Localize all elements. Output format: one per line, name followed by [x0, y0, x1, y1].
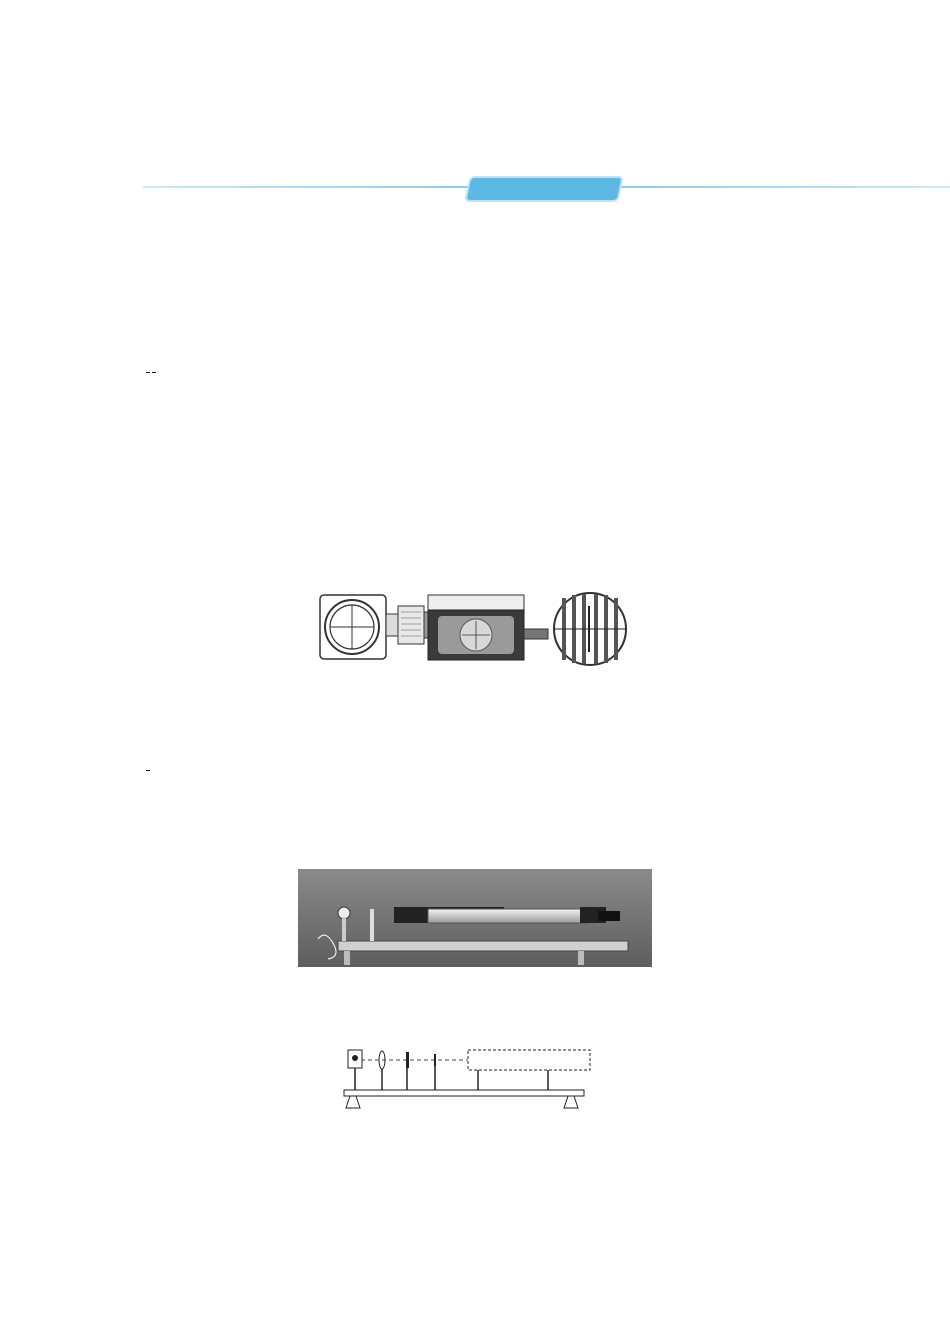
fraction-denominator — [152, 372, 156, 373]
bench-foot — [346, 1096, 360, 1108]
neck-a — [386, 614, 398, 636]
principle-line-2 — [145, 362, 157, 380]
eyepiece-end — [598, 911, 620, 921]
optical-bench-rail — [338, 941, 628, 951]
apparatus-schematic — [330, 996, 630, 1114]
fraction-a-over-n-minus-1 — [146, 770, 150, 771]
fraction-denominator — [146, 372, 150, 373]
bench-leg — [344, 951, 350, 965]
handwheel-b — [524, 629, 548, 639]
filter-symbol — [406, 1052, 409, 1068]
single-slit-symbol — [434, 1054, 436, 1066]
optical-bench — [344, 1090, 584, 1096]
bulb-icon — [352, 1055, 358, 1061]
measurement-line-2 — [145, 760, 151, 778]
fraction-d-over-l — [152, 372, 156, 373]
measuring-head-figure — [316, 592, 636, 667]
bench-leg — [578, 951, 584, 965]
light-shield-tube — [428, 909, 588, 923]
tube-symbol — [468, 1050, 590, 1070]
apparatus-photo — [298, 869, 652, 967]
fraction-denominator — [146, 770, 150, 771]
ruler-scale-b — [428, 595, 524, 610]
source-post — [342, 917, 346, 941]
lens-post — [370, 909, 374, 941]
bench-foot — [564, 1096, 578, 1108]
drum-end-a — [424, 612, 428, 638]
fraction-l-over-d — [146, 372, 150, 373]
banner-label — [469, 178, 619, 200]
